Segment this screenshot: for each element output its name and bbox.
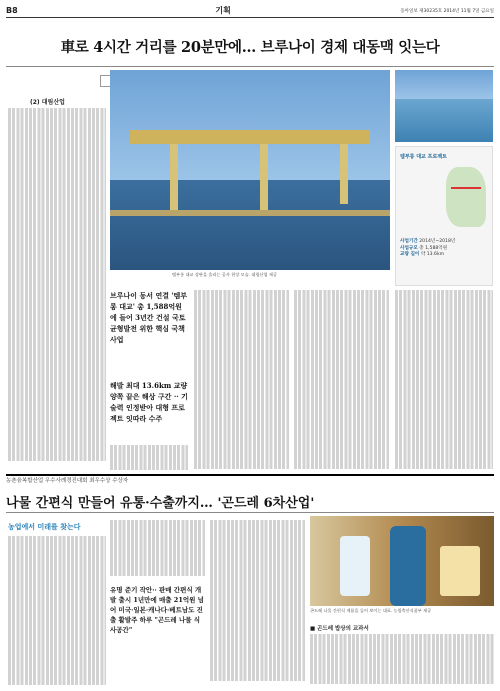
- body-text-col1: [8, 108, 106, 468]
- body-text-lower1: [8, 536, 106, 686]
- body-text-col5: [395, 290, 493, 470]
- land-area: [446, 167, 486, 227]
- second-headline: 나물 간편식 만들어 유통·수출까지… '곤드레 6차산업': [6, 496, 315, 511]
- project-facts: [400, 239, 490, 259]
- body-text-col3: [194, 290, 289, 470]
- project-map: [395, 146, 493, 286]
- divider: [6, 512, 494, 513]
- page-header: [6, 4, 494, 18]
- body-text-lower3: [210, 520, 305, 686]
- pull-quote-3: 유명 준기 작안·· 판매 간편식 개발 출시 1년만에 매출 21억원 넘어 미국·일본·캐나다·베트남도 진출 활발주 하루 "곤드레 나물 식사공간": [110, 586, 204, 634]
- main-headline: 車로 4시간 거리를 20분만에… 브루나이 경제 대동맥 잇는다: [60, 39, 440, 56]
- body-text-col2: [110, 445, 188, 470]
- map-title: 템부롱 대교 프로젝트: [400, 154, 447, 160]
- issue-meta: 동아일보 제30235호 2014년 11월 7일 금요일: [400, 8, 494, 14]
- photo-caption: 템부롱 대교 상판을 올리는 공사 현장 모습. 대림산업 제공: [172, 272, 278, 277]
- pull-quote-1: 브루나이 동서 연결 '템부롱 대교' 총 1,588억원에 들어 3년간 건설 국토 균형발전 위한 핵심 국책사업: [110, 291, 188, 344]
- body-text-lower4: [310, 634, 494, 686]
- section-band: 농촌융복합산업 우수사례경진대회 최우수상 수상자: [6, 474, 494, 485]
- article-tagline: 농업에서 미래를 찾는다: [8, 523, 81, 531]
- product-photo: [310, 516, 494, 606]
- subsection-title: (2) 대림산업: [30, 99, 65, 106]
- bridge-route: [451, 187, 481, 189]
- page-number: B8: [6, 6, 18, 15]
- section-title: 기획: [215, 6, 231, 15]
- divider: [6, 66, 494, 67]
- product-box: [440, 546, 480, 596]
- bridge-photo: [110, 70, 390, 270]
- product-pack: [340, 536, 370, 596]
- aerial-photo: [395, 70, 493, 142]
- body-text-lower2: [110, 520, 205, 580]
- photo-caption-2: 곤드레 나물 간편식 제품을 들어 보이는 대표. 농림축산식품부 제공: [310, 608, 432, 613]
- pull-quote-2: 해발 최대 13.6km 교량 양쪽 끝은 해상 구간 ·· 기술력 인정받아 대형 프로젝트 잇따라 수주: [110, 381, 188, 423]
- fact-row: 사업기간 2014년~2018년: [400, 239, 456, 244]
- fact-row: 사업규모 총 1,588억원: [400, 245, 448, 251]
- fact-row: 교량 길이 약 13.6km: [400, 252, 445, 257]
- body-text-col4: [294, 290, 389, 470]
- subsection-title-2: ■ 곤드레 밥상의 교과서: [310, 626, 369, 632]
- person-figure: [390, 526, 426, 606]
